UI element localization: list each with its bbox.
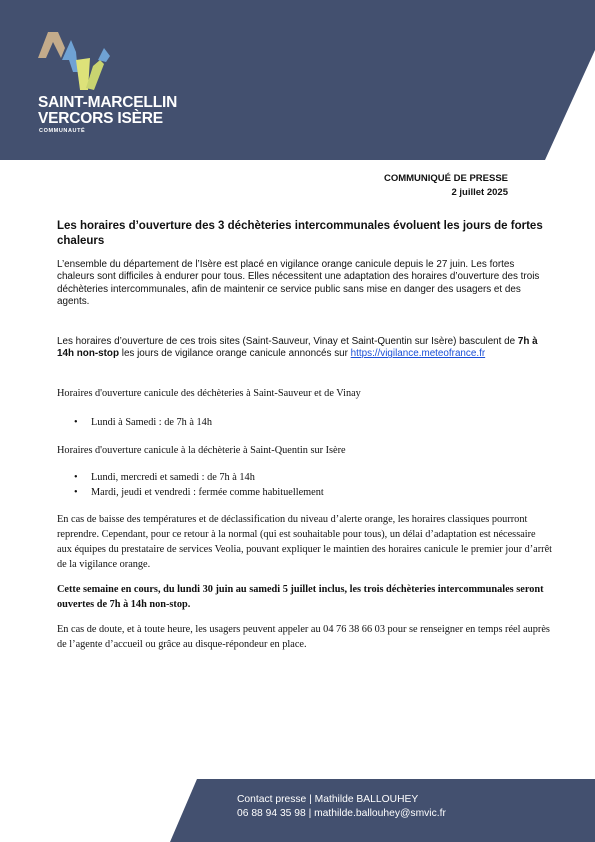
footer-contact-name: Contact presse | Mathilde BALLOUHEY <box>237 794 419 805</box>
section1-heading: Horaires d'ouverture canicule des déchèteries à Saint-Sauveur et de Vinay <box>57 388 361 399</box>
contact-paragraph: En cas de doute, et à toute heure, les usagers peuvent appeler au 04 76 38 66 03 pour se renseigner en temps réel auprès de l’agente d’accueil ou grâce au disque-répondeur en place. <box>57 624 550 650</box>
hours-paragraph <box>57 336 547 361</box>
document-title: Les horaires d’ouverture des 3 déchèteries intercommunales évoluent les jours de fortes chaleurs <box>57 220 543 247</box>
note-paragraph: En cas de baisse des températures et de déclassification du niveau d’alerte orange, les horaires classiques pourront reprendre. Cependant, pour ce retour à la normal (qui est souhaitable pour tous), un délai d’adaptation est nécessaire aux équipes du prestataire de services Veolia, pouvant expliquer le maintien des horaires canicule le premier jour d’arrêt de la vigilance orange. <box>57 514 553 570</box>
press-date: 2 juillet 2025 <box>451 187 508 198</box>
intro-paragraph: L’ensemble du département de l’Isère est placé en vigilance orange canicule depuis le 27 juin. Les fortes chaleurs sont difficiles à endurer pour tous. Elles nécessitent une adaptation des horaires d’ouverture des trois déchèteries intercommunales, afin de maintenir ce service public sans mise en danger des usagers et des agents. <box>57 259 540 307</box>
brand-logo-icon <box>38 30 118 94</box>
list-item: • Lundi à Samedi : de 7h à 14h <box>57 415 212 430</box>
press-kind: COMMUNIQUÉ DE PRESSE <box>383 173 508 184</box>
brand-subtitle: COMMUNAUTÉ <box>39 128 86 134</box>
vigilance-link[interactable]: https://vigilance.meteofrance.fr <box>350 348 486 360</box>
brand-name-line1: SAINT-MARCELLIN <box>38 94 178 111</box>
section2-list <box>57 470 324 500</box>
footer-contact-details: 06 88 94 35 98 | mathilde.ballouhey@smvic.fr <box>237 808 446 819</box>
hours-text-1: Les horaires d’ouverture de ces trois sites (Saint-Sauveur, Vinay et Saint-Quentin sur Isère) basculent de <box>57 336 518 347</box>
section1-list <box>57 415 212 430</box>
list-item: • Mardi, jeudi et vendredi : fermée comme habituellement <box>57 485 324 500</box>
highlight-paragraph: Cette semaine en cours, du lundi 30 juin au samedi 5 juillet inclus, les trois déchèteries intercommunales seront ouvertes de 7h à 14h non-stop. <box>57 584 544 610</box>
hours-text-2: les jours de vigilance orange canicule annoncés sur <box>119 348 351 360</box>
section2-heading: Horaires d'ouverture canicule à la déchèterie à Saint-Quentin sur Isère <box>57 445 346 456</box>
list-item: • Lundi, mercredi et samedi : de 7h à 14h <box>57 470 324 485</box>
hours-bold: 7h à 14h non-stop <box>57 336 538 360</box>
brand-name-line2: VERCORS ISÈRE <box>38 110 163 127</box>
press-header <box>384 172 508 200</box>
